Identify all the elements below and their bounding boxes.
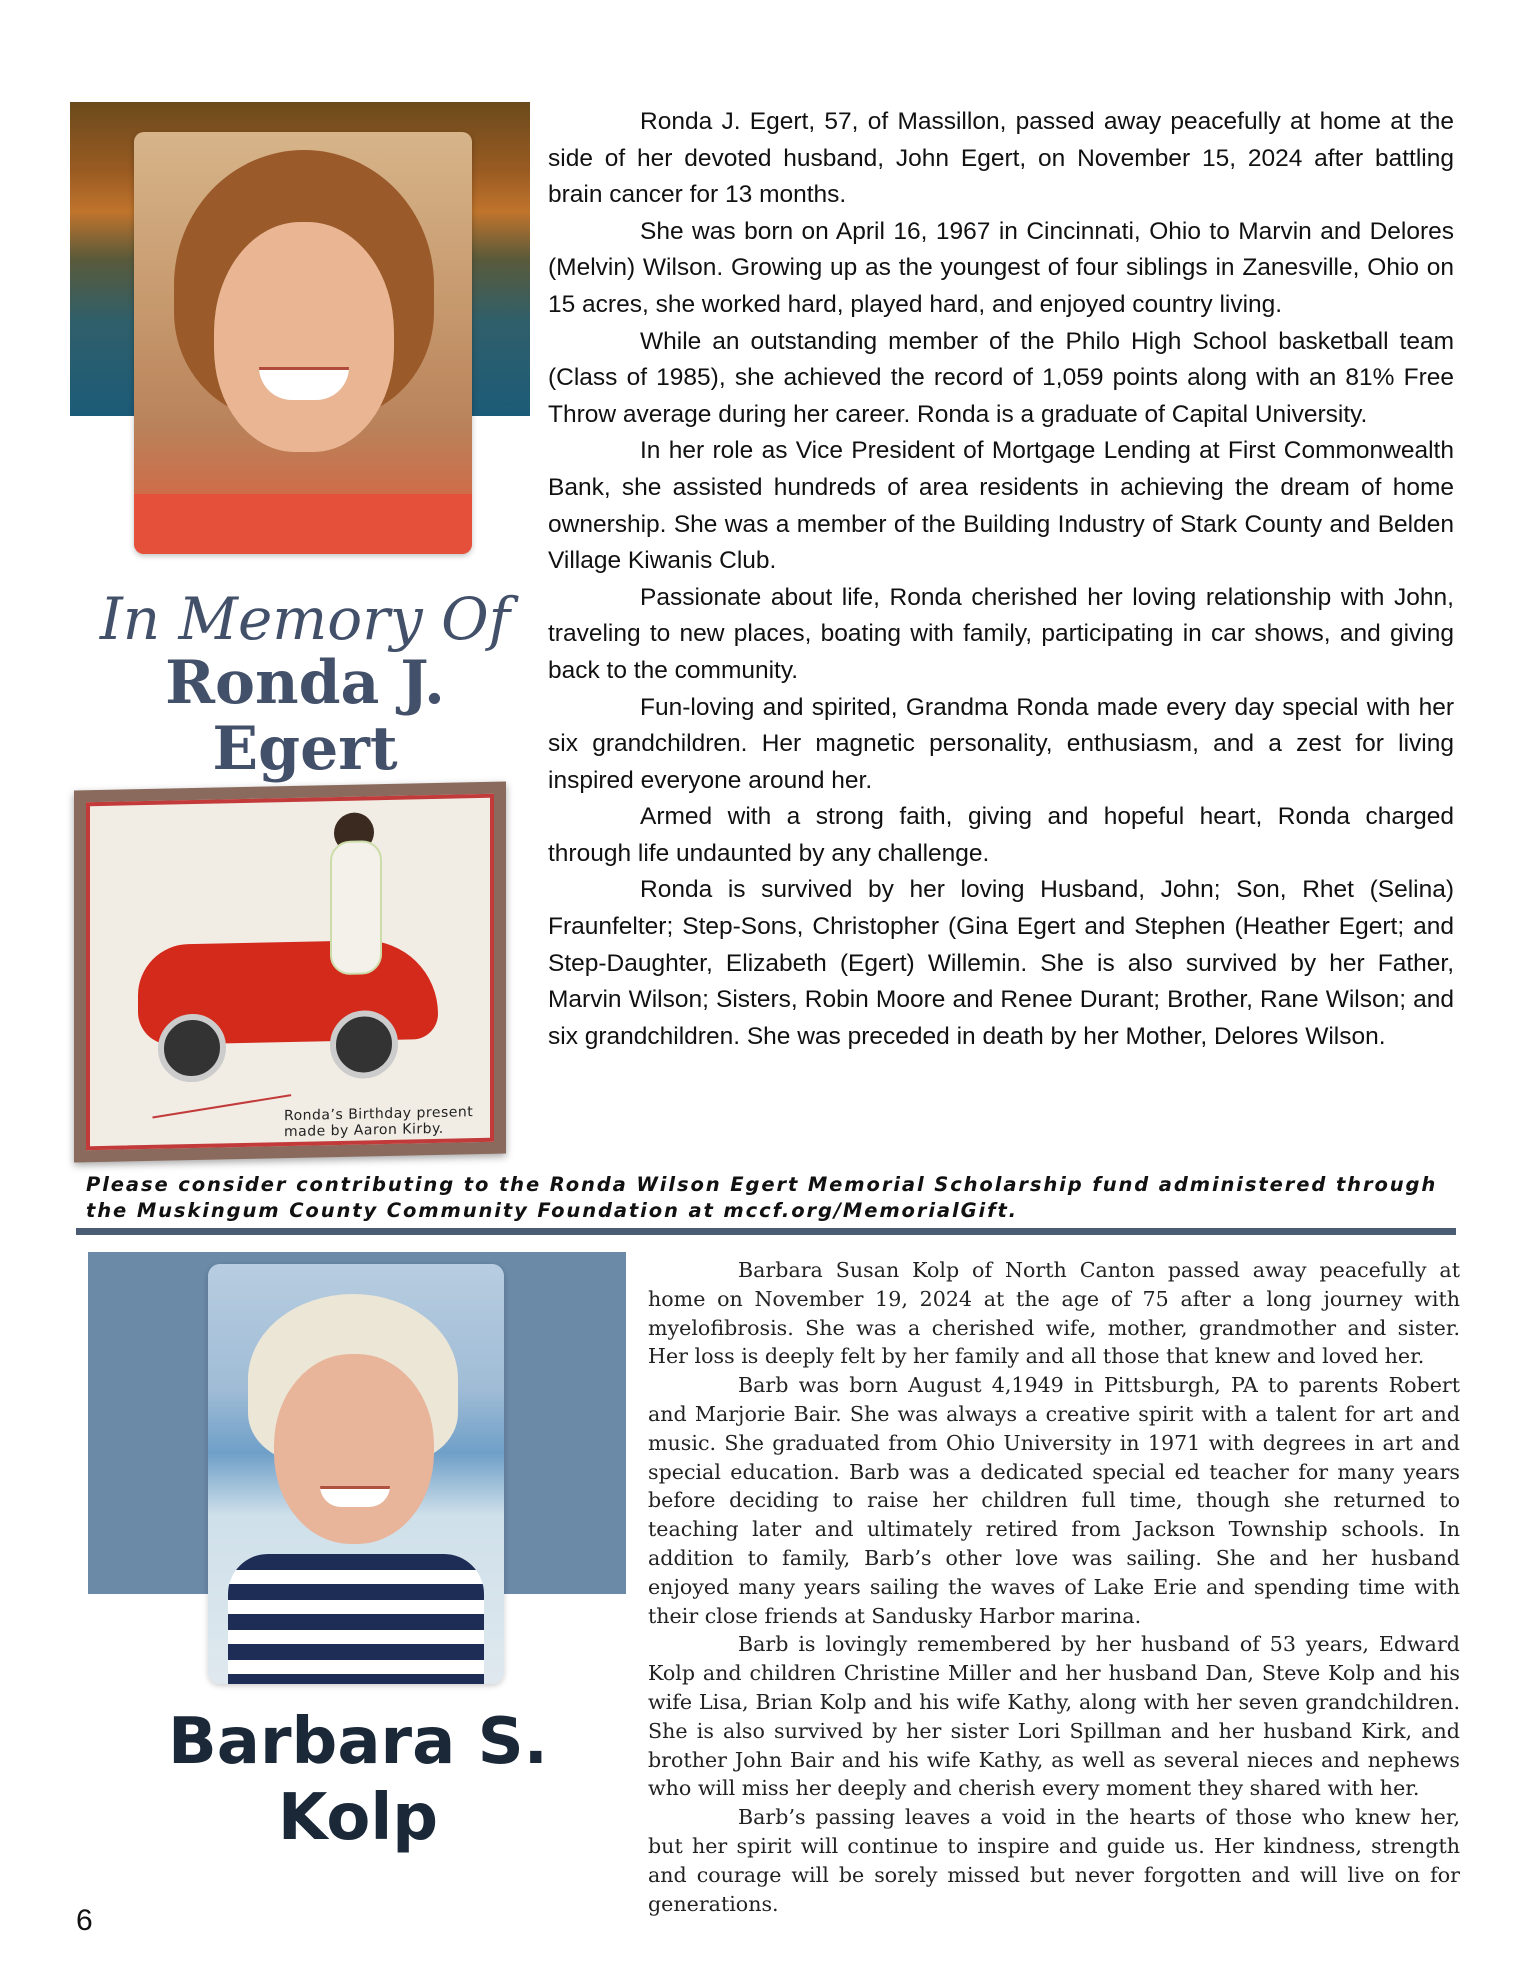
birthday-painting	[74, 781, 506, 1162]
ronda-obituary-text	[548, 104, 1454, 1055]
ronda-portrait	[134, 132, 472, 554]
paragraph: Ronda J. Egert, 57, of Massillon, passed away peacefully at home at the side of her devoted husband, John Egert, on November 15, 2024 after battling brain cancer for 13 months.	[548, 108, 1454, 209]
section-divider	[76, 1228, 1456, 1235]
paragraph: She was born on April 16, 1967 in Cincinnati, Ohio to Marvin and Delores (Melvin) Wilson. Growing up as the youngest of four siblings in Zanesville, Ohio on 15 acres, she worked hard, played hard, and enjoyed country living.	[548, 217, 1454, 318]
painting-caption: Ronda’s Birthday present made by Aaron Kirby.	[284, 1104, 474, 1141]
in-memory-of-label: In Memory Of	[99, 585, 511, 653]
paragraph: Barb is lovingly remembered by her husband of 53 years, Edward Kolp and children Christine Miller and her husband Dan, Steve Kolp and his wife Lisa, Brian Kolp and his wife Kathy, along with her seven grandchildren. She is also survived by her sister Lori Spillman and her husband Kirk, and brother John Bair and his wife Kathy, as well as several nieces and nephews who will miss her deeply and cherish every moment they shared with her.	[648, 1632, 1460, 1801]
paragraph: In her role as Vice President of Mortgage Lending at First Commonwealth Bank, she assisted hundreds of area residents in achieving the dream of home ownership. She was a member of the Building Industry of Stark County and Belden Village Kiwanis Club.	[548, 437, 1454, 575]
paragraph: Fun-loving and spirited, Grandma Ronda made every day special with her six grandchildren. Her magnetic personality, enthusiasm, and a zest for living inspired everyone around her.	[548, 693, 1454, 794]
paragraph: Armed with a strong faith, giving and hopeful heart, Ronda charged through life undaunted by any challenge.	[548, 803, 1454, 867]
paragraph: Passionate about life, Ronda cherished her loving relationship with John, traveling to new places, boating with family, participating in car shows, and giving back to the community.	[548, 583, 1454, 684]
page-number: 6	[76, 1904, 93, 1937]
paragraph: Ronda is survived by her loving Husband, John; Son, Rhet (Selina) Fraunfelter; Step-Sons, Christopher (Gina Egert and Stephen (Heather Egert; and Step-Daughter, Elizabeth (Egert) Willemin. She is also survived by her Father, Marvin Wilson; Sisters, Robin Moore and Renee Durant; Brother, Rane Wilson; and six grandchildren. She was preceded in death by her Mother, Delores Wilson.	[548, 876, 1454, 1050]
artist-signature	[149, 1068, 292, 1118]
paragraph: While an outstanding member of the Philo High School basketball team (Class of 1985), she achieved the record of 1,059 points along with an 81% Free Throw average during her career. Ronda is a graduate of Capital University.	[548, 327, 1454, 428]
barbara-portrait	[208, 1264, 504, 1684]
paragraph: Barb’s passing leaves a void in the hearts of those who knew her, but her spirit will continue to inspire and guide us. Her kindness, strength and courage will be sorely missed but never forgotten and will live on for generations.	[648, 1805, 1460, 1916]
paragraph: Barb was born August 4,1949 in Pittsburgh, PA to parents Robert and Marjorie Bair. She was always a creative spirit with a talent for art and music. She graduated from Ohio University in 1971 with degrees in art and special education. Barb was a dedicated special ed teacher for many years before deciding to raise her children full time, though she returned to teaching later and ultimately retired from Jackson Township schools. In addition to family, Barb’s other love was sailing. She and her husband enjoyed many years sailing the waves of Lake Erie and spending time with their close friends at Sandusky Harbor marina.	[648, 1373, 1460, 1628]
paragraph: Barbara Susan Kolp of North Canton passed away peacefully at home on November 19, 2024 at the age of 75 after a long journey with myelofibrosis. She was a cherished wife, mother, grandmother and sister. Her loss is deeply felt by her family and all those that knew and loved her.	[648, 1258, 1460, 1369]
barbara-obituary-text	[648, 1256, 1460, 1918]
scholarship-appeal: Please consider contributing to the Ronda Wilson Egert Memorial Scholarship fund administered through the Muskingum County Community Foundation at mccf.org/MemorialGift.	[86, 1173, 1438, 1222]
barbara-name: Barbara S. Kolp	[168, 1705, 548, 1855]
ronda-name: Ronda J. Egert	[165, 648, 445, 784]
